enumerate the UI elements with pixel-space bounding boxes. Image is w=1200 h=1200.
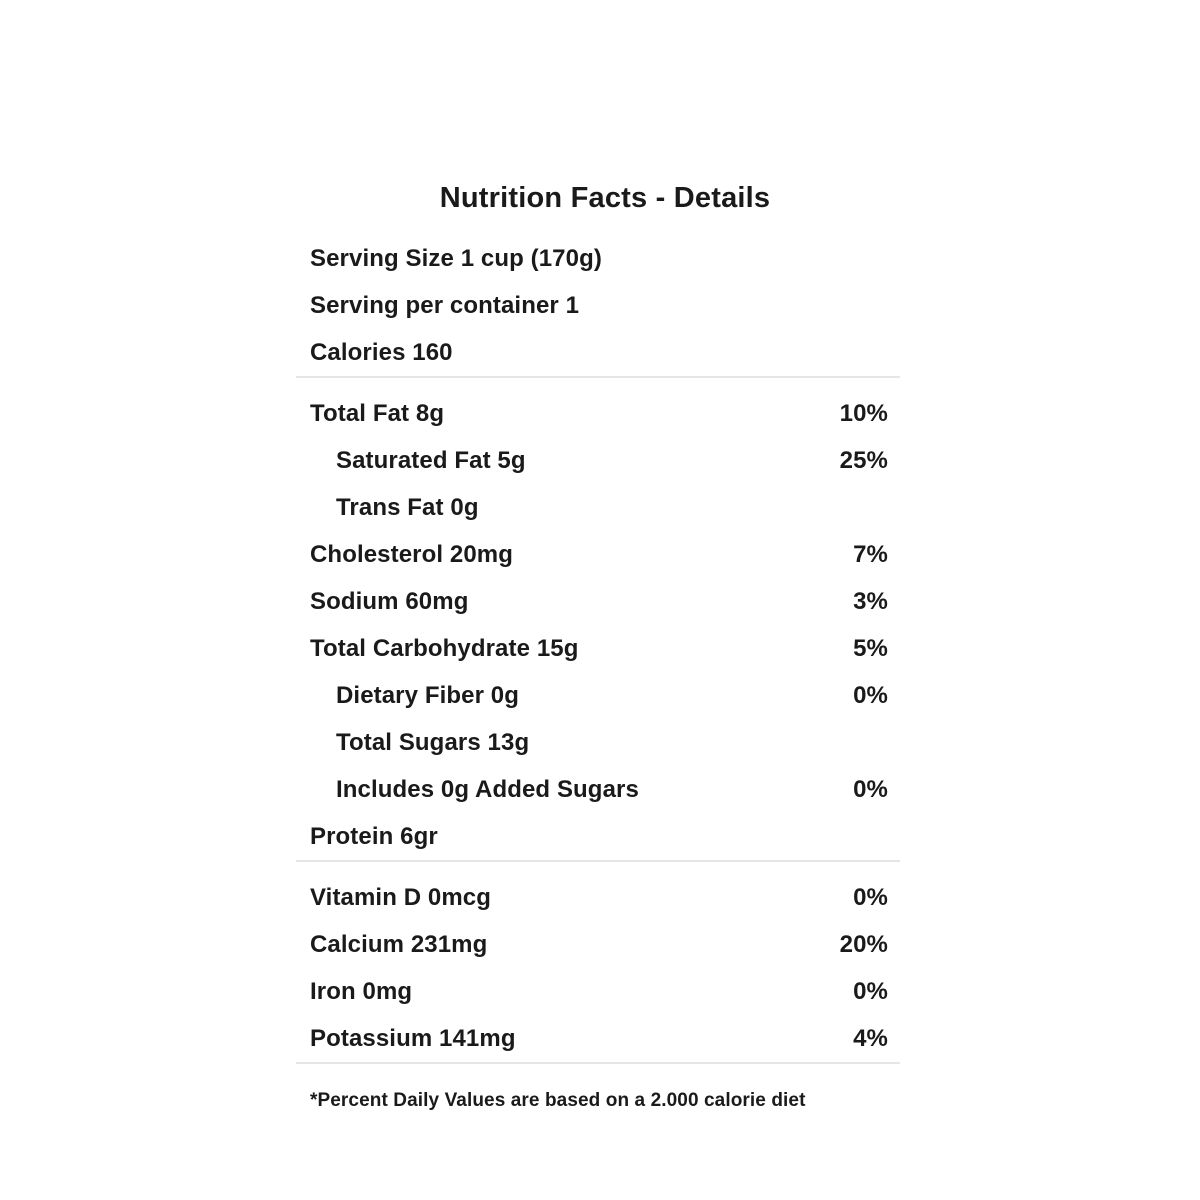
vitamin-percent: 20% bbox=[839, 931, 888, 958]
divider-vitamins bbox=[296, 1062, 900, 1064]
nutrient-row-cholesterol bbox=[310, 531, 900, 578]
serving-size: Serving Size 1 cup (170g) bbox=[310, 245, 602, 272]
nutrient-row-trans-fat bbox=[310, 484, 900, 531]
serving-size-row bbox=[310, 235, 900, 282]
nutrient-name: Saturated Fat 5g bbox=[336, 447, 526, 474]
nutrition-label bbox=[310, 178, 900, 1112]
nutrient-row-total-fat bbox=[310, 390, 900, 437]
vitamin-row-iron bbox=[310, 968, 900, 1015]
calories-row bbox=[310, 329, 900, 376]
nutrient-percent: 10% bbox=[839, 400, 888, 427]
vitamin-name: Vitamin D 0mcg bbox=[310, 884, 492, 911]
nutrient-percent: 5% bbox=[853, 635, 888, 662]
nutrient-name: Protein 6gr bbox=[310, 823, 438, 850]
vitamin-row-potassium bbox=[310, 1015, 900, 1062]
nutrient-row-added-sugars bbox=[310, 766, 900, 813]
nutrient-row-total-sugars bbox=[310, 719, 900, 766]
vitamin-name: Iron 0mg bbox=[310, 978, 413, 1005]
vitamin-name: Potassium 141mg bbox=[310, 1025, 516, 1052]
nutrient-row-protein bbox=[310, 813, 900, 860]
nutrient-row-saturated-fat bbox=[310, 437, 900, 484]
nutrient-name: Trans Fat 0g bbox=[336, 494, 479, 521]
nutrient-row-sodium bbox=[310, 578, 900, 625]
vitamin-percent: 0% bbox=[853, 978, 888, 1005]
footnote: *Percent Daily Values are based on a 2.000 calorie diet bbox=[310, 1090, 806, 1111]
nutrient-name: Total Fat 8g bbox=[310, 400, 445, 427]
nutrient-name: Cholesterol 20mg bbox=[310, 541, 513, 568]
nutrient-name: Includes 0g Added Sugars bbox=[336, 776, 639, 803]
servings-per-container-row bbox=[310, 282, 900, 329]
nutrient-row-dietary-fiber bbox=[310, 672, 900, 719]
servings-per-container: Serving per container 1 bbox=[310, 292, 580, 319]
vitamin-row-vitamin-d bbox=[310, 874, 900, 921]
calories: Calories 160 bbox=[310, 339, 453, 366]
nutrient-percent: 3% bbox=[853, 588, 888, 615]
vitamin-name: Calcium 231mg bbox=[310, 931, 488, 958]
label-rows bbox=[310, 235, 900, 1112]
nutrient-percent: 7% bbox=[853, 541, 888, 568]
nutrient-name: Sodium 60mg bbox=[310, 588, 469, 615]
vitamin-percent: 4% bbox=[853, 1025, 888, 1052]
nutrient-percent: 25% bbox=[839, 447, 888, 474]
nutrient-name: Dietary Fiber 0g bbox=[336, 682, 519, 709]
nutrient-row-total-carbohydrate bbox=[310, 625, 900, 672]
nutrient-name: Total Sugars 13g bbox=[336, 729, 530, 756]
vitamin-percent: 0% bbox=[853, 884, 888, 911]
vitamin-row-calcium bbox=[310, 921, 900, 968]
label-title: Nutrition Facts - Details bbox=[439, 182, 771, 214]
nutrient-name: Total Carbohydrate 15g bbox=[310, 635, 579, 662]
nutrient-percent: 0% bbox=[853, 682, 888, 709]
nutrient-percent: 0% bbox=[853, 776, 888, 803]
